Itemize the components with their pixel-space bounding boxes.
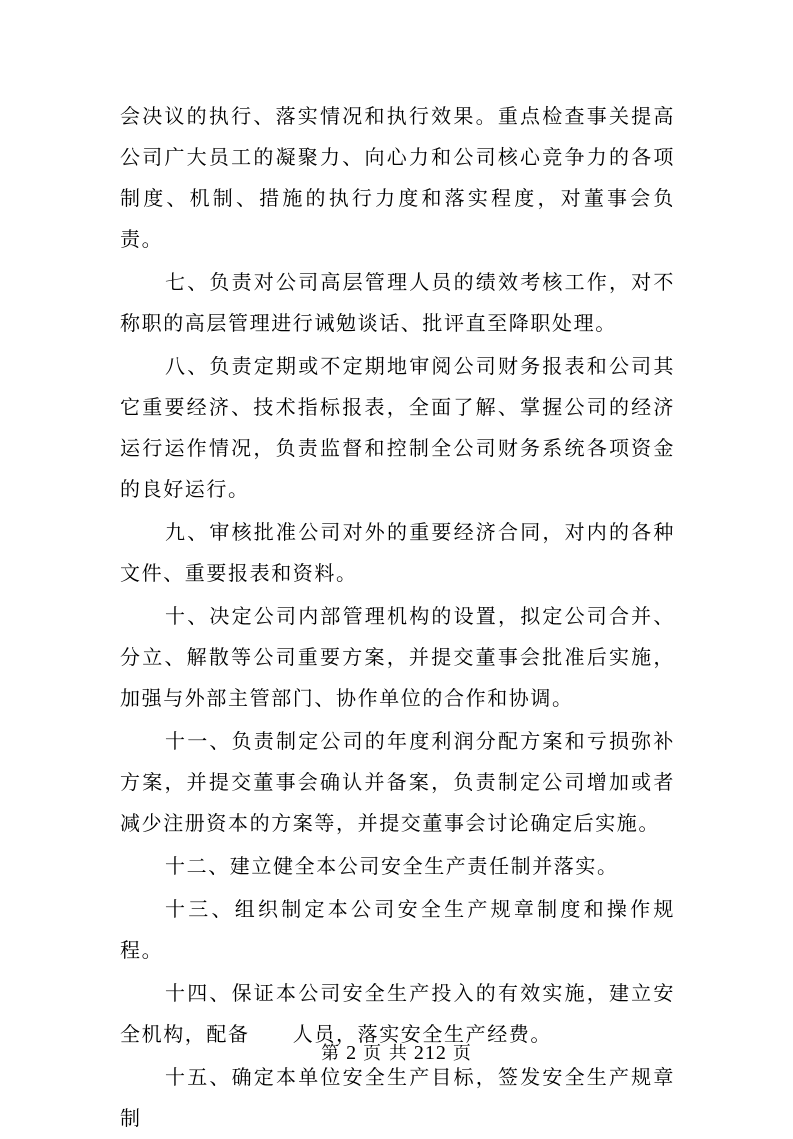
paragraph-continuation: 会决议的执行、落实情况和执行效果。重点检查事关提高公司广大员工的凝聚力、向心力和公司核心竞争力的各项制度、机制、措施的执行力度和落实程度，对董事会负责。 xyxy=(120,104,675,251)
paragraph-item-9: 九、审核批准公司对外的重要经济合同，对内的各种文件、重要报表和资料。 xyxy=(120,520,675,585)
paragraph-item-13: 十三、组织制定本公司安全生产规章制度和操作规程。 xyxy=(120,897,675,962)
page-number-footer xyxy=(0,1041,793,1066)
paragraph-item-10: 十、决定公司内部管理机构的设置，拟定公司合并、分立、解散等公司重要方案，并提交董事会批准后实施，加强与外部主管部门、协作单位的合作和协调。 xyxy=(120,604,675,710)
current-page-number: 2 xyxy=(346,1042,358,1064)
paragraph-item-14: 十四、保证本公司安全生产投入的有效实施，建立安全机构，配备 人员，落实安全生产经费。 xyxy=(120,981,675,1046)
total-page-count: 212 xyxy=(413,1042,447,1064)
paragraph-item-12: 十二、建立健全本公司安全生产责任制并落实。 xyxy=(165,854,619,878)
paragraph-item-8: 八、负责定期或不定期地审阅公司财务报表和公司其它重要经济、技术指标报表，全面了解、掌握公司的经济运行运作情况，负责监督和控制全公司财务系统各项资金的良好运行。 xyxy=(120,354,675,501)
footer-suffix: 页 xyxy=(452,1043,472,1064)
paragraph-item-15: 十五、确定本单位安全生产目标，签发安全生产规章制 xyxy=(120,1065,675,1130)
document-body xyxy=(120,96,675,1139)
paragraph-item-7: 七、负责对公司高层管理人员的绩效考核工作，对不称职的高层管理进行诫勉谈话、批评直至降职处理。 xyxy=(120,270,675,335)
paragraph-item-11: 十一、负责制定公司的年度利润分配方案和亏损弥补方案，并提交董事会确认并备案，负责制定公司增加或者减少注册资本的方案等，并提交董事会讨论确定后实施。 xyxy=(120,729,675,835)
footer-prefix: 第 xyxy=(321,1043,341,1064)
footer-middle: 页 共 xyxy=(363,1043,408,1064)
